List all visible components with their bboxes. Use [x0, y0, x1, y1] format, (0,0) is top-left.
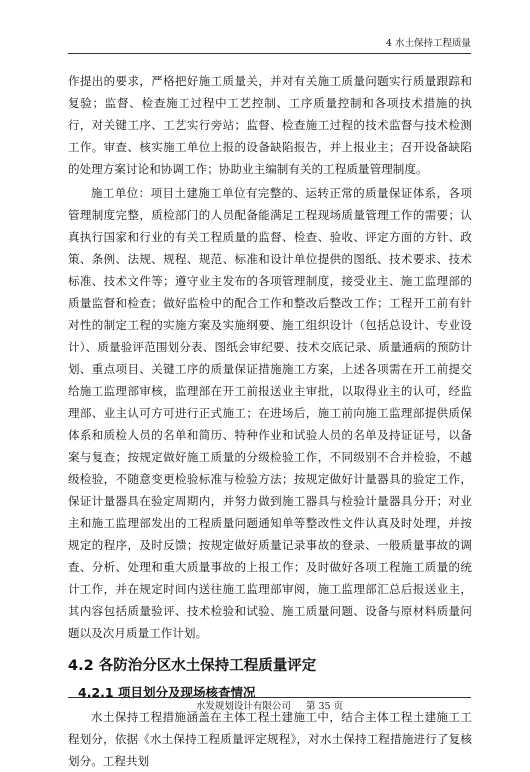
subsection-heading-4-2-1: 4.2.1 项目划分及现场核查情况	[78, 685, 256, 700]
footer-company: 水发规划设计有限公司	[195, 701, 291, 712]
body-text	[68, 70, 472, 772]
section-heading-4-2: 4.2 各防治分区水土保持工程质量评定	[68, 658, 317, 674]
paragraph-project-division: 水土保持工程措施涵盖在主体工程土建施工中，结合主体工程土建施工工程划分，依据《水土保持工程质量评定规程》，对水土保持工程措施进行了复核划分。工程共划	[68, 710, 472, 768]
running-footer	[68, 697, 471, 713]
footer-page-number: 第 35 页	[305, 701, 344, 712]
paragraph-supervision-duties: 作提出的要求，严格把好施工质量关，并对有关施工质量问题实行质量跟踪和复验；监督、检查施工过程中工艺控制、工序质量控制和各项技术措施的执行，对关键工序、工艺实行旁站；监督、检查施工过程的技术监督与技术检测工作。审查、核实施工单位上报的设备缺陷报告，并上报业主；召开设备缺陷的处理方案讨论和协调工作；协助业主编制有关的工程质量管理制度。	[68, 74, 472, 176]
paragraph-construction-unit: 施工单位：项目土建施工单位有完整的、运转正常的质量保证体系，各项管理制度完整，质检部门的人员配备能满足工程现场质量管理工作的需要；认真执行国家和行业的有关工程质量的监督、检查、验收、评定方面的方针、政策、条例、法规、规程、规范、标准和设计单位提供的图纸、技术要求、技术标准、技术文件等；遵守业主发布的各项管理制度，接受业主、施工监理部的质量监督和检查；做好监检中的配合工作和整改后整改工作；工程开工前有针对性的制定工程的实施方案及实施纲要、施工组织设计（包括总设计、专业设计）、质量验评范围划分表、图纸会审纪要、技术交底记录、质量通病的预防计划、重点项目、关键工序的质量保证措施施工方案，上述各项需在开工前提交给施工监理部审核，监理部在开工前报送业主审批，以取得业主的认可，经监理部、业主认可方可进行正式施工；在进场后，施工前向施工监理部提供质保体系和质检人员的名单和简历、特种作业和试验人员的名单及持证证号，以备案与复查；按规定做好施工质量的分级检验工作，不同级别不合并检验，不越级检验，不随意变更检验标准与检验方法；按规定做好计量器具的验定工作，保证计量器具在验定周期内，并努力做到施工器具与检验计量器具分开；对业主和施工监理部发出的工程质量问题通知单等整改性文件认真及时处理，并按规定的程序，及时反馈；按规定做好质量记录事故的登录、一般质量事故的调查、分析、处理和重大质量事故的上报工作；及时做好各项工程施工质量的统计工作，并在规定时间内送往施工监理部审阅，施工监理部汇总后报送业主，其内容包括质量验评、技术检验和试验、施工质量问题、设备与原材料质量问题以及次月质量工作计划。	[68, 186, 472, 640]
running-header: 4 水土保持工程质量	[68, 38, 471, 54]
